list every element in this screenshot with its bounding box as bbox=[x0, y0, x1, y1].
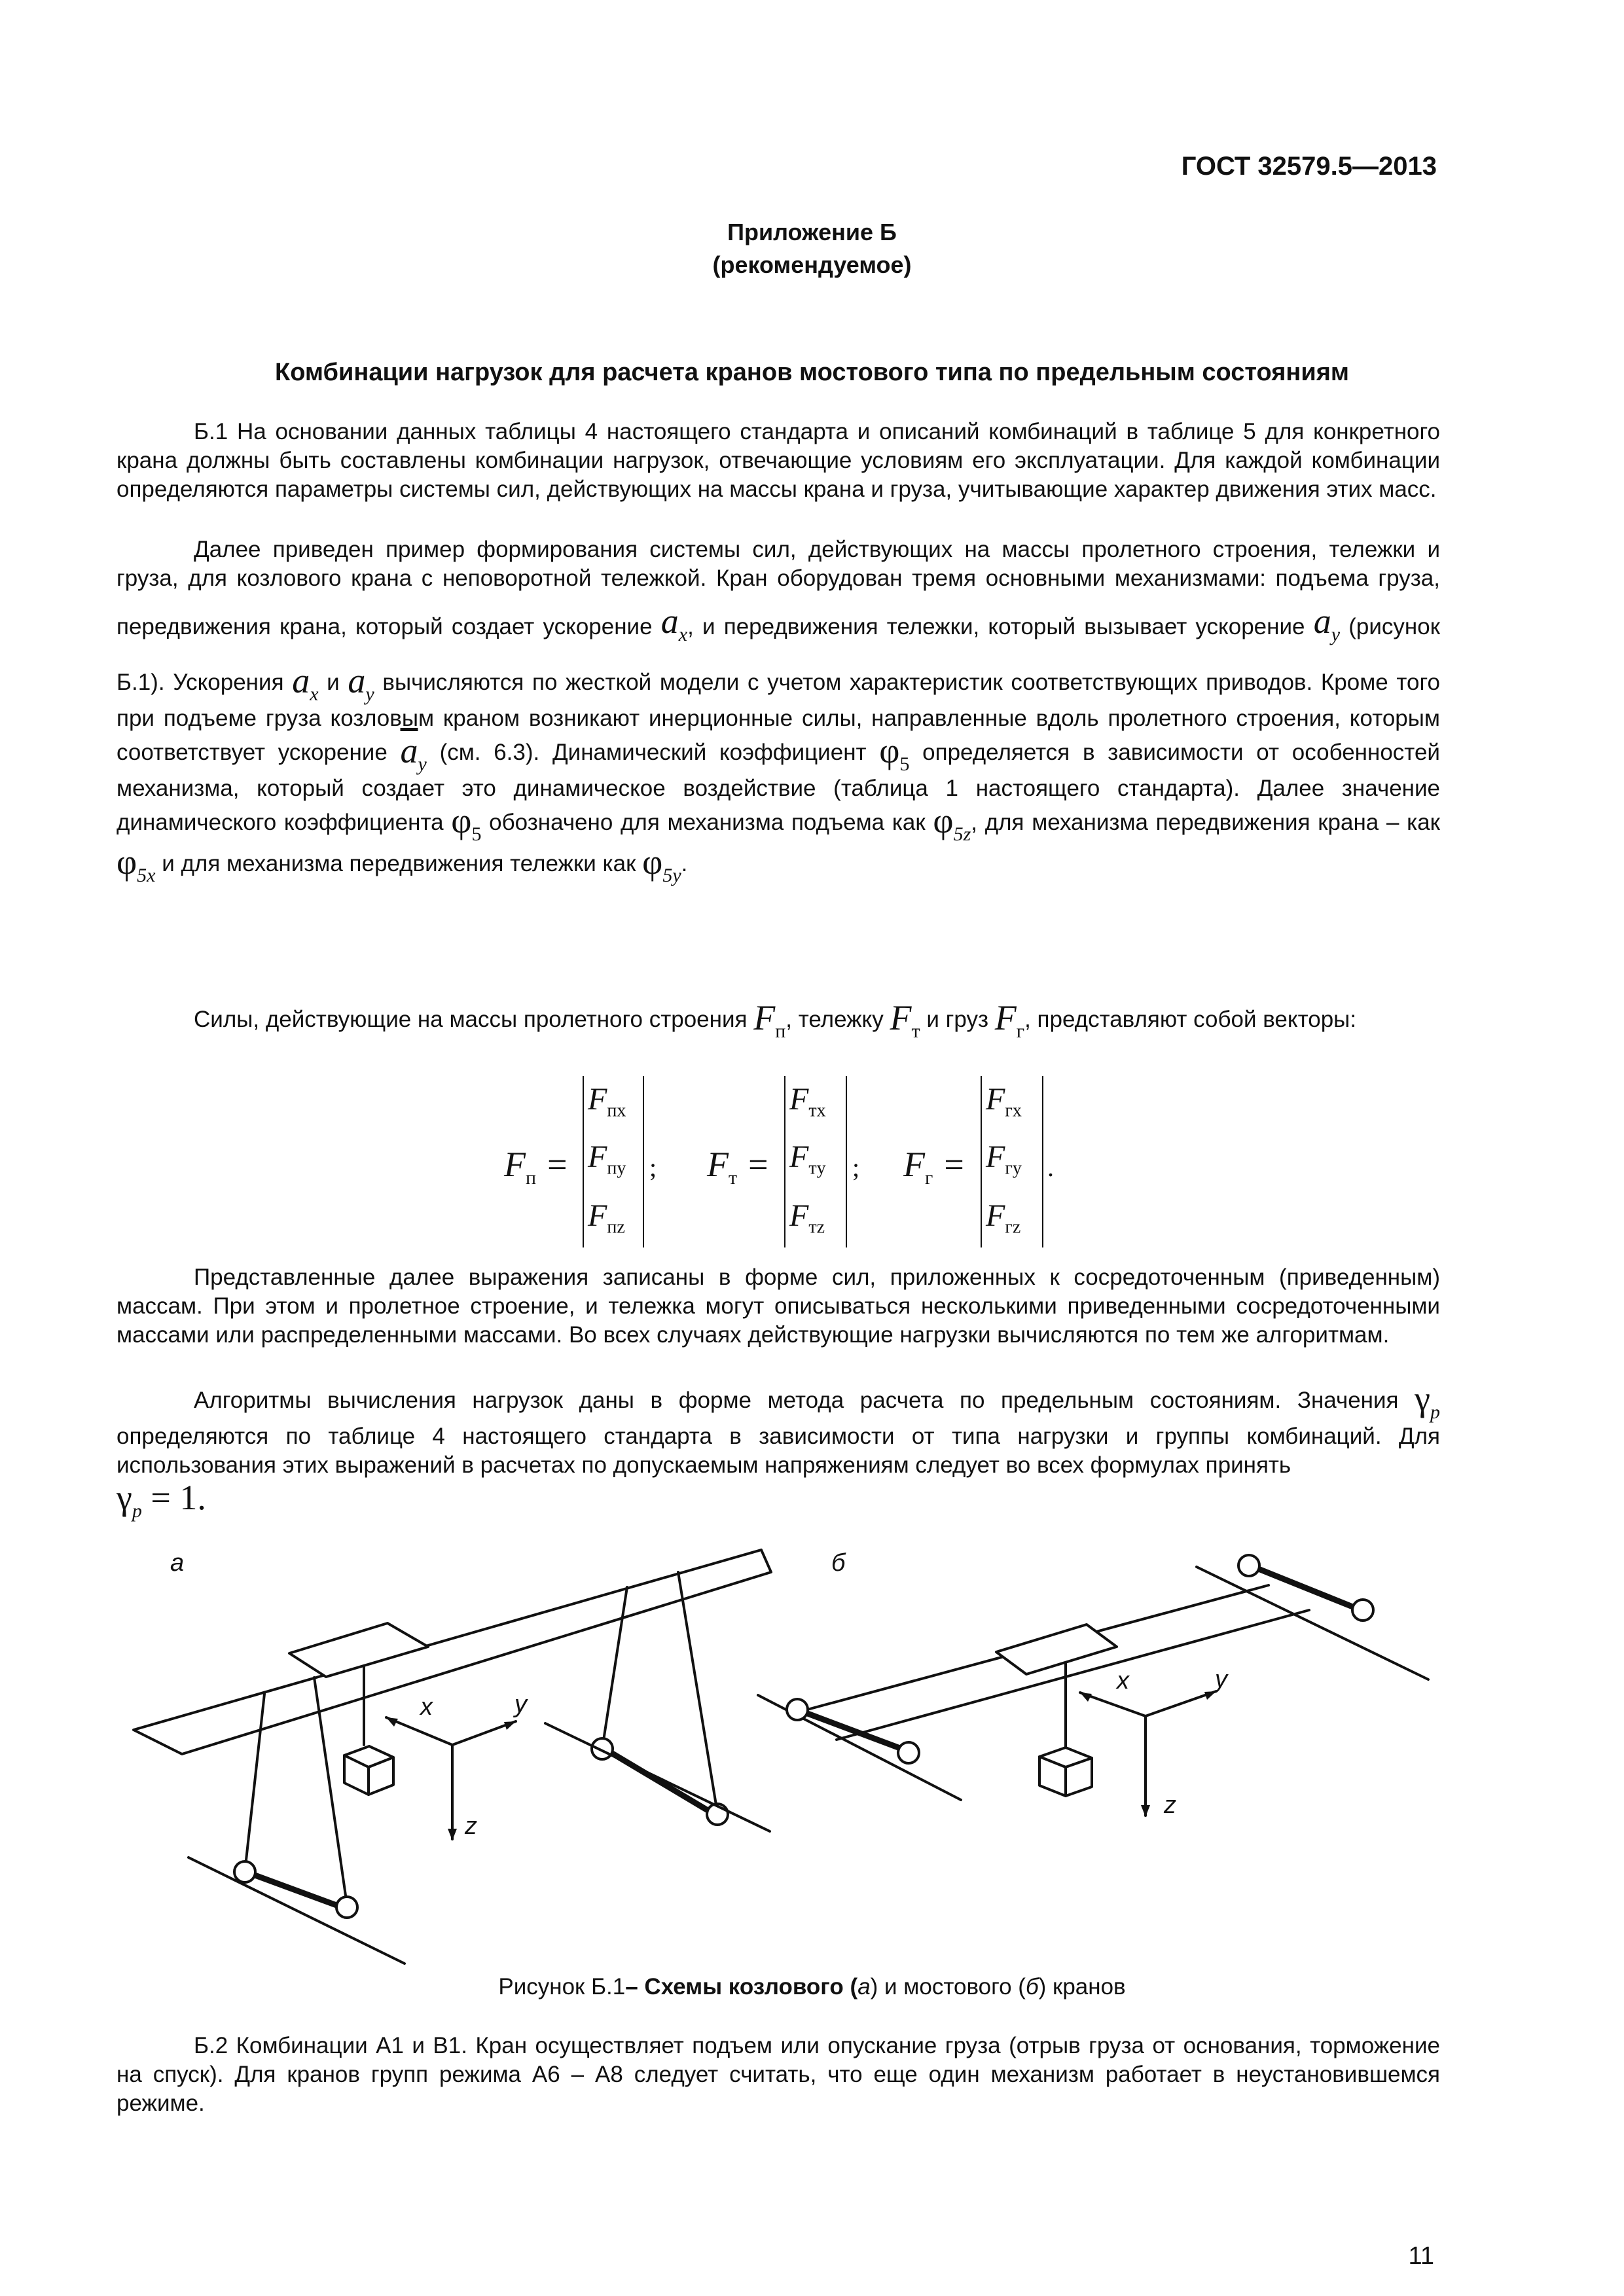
bridge-axis-x-label: x bbox=[1117, 1667, 1129, 1695]
text-run: , представляют собой векторы: bbox=[1024, 1006, 1357, 1032]
formula-gamma-p: $\gamma_p$ bbox=[1415, 1379, 1440, 1423]
document-code: ГОСТ 32579.5—2013 bbox=[1181, 152, 1437, 181]
paragraph-forces-text bbox=[117, 535, 1440, 886]
paragraph-reduced-masses bbox=[117, 1263, 1440, 1350]
formula-phi5y: $\varphi_{5y}$ bbox=[642, 842, 681, 886]
formula-Ft: $F_т$ bbox=[890, 998, 920, 1042]
paragraph-b1-text: Б.1 На основании данных таблицы 4 настоящего стандарта и описаний комбинаций в таблице 5 для конкретного крана должны быть составлены комбинации нагрузок, отвечающие условиям его эксплуатации. Для каждой комбинации определяются параметры системы сил, действующих на массы крана и груза, учитывающие характер движения этих масс. bbox=[117, 419, 1440, 502]
paragraph-vectors-text bbox=[117, 1000, 1440, 1041]
gantry-left-rail bbox=[189, 1857, 405, 1964]
paragraph-reduced-masses-text: Представленные далее выражения записаны в форме сил, приложенных к сосредоточенным (приведенным) массам. При этом и пролетное строение, и тележка могут описываться несколькими приведенными сосредоточенными массами или распределенными массами. Во всех случаях действующие нагрузки вычисляются по тем же алгоритмам. bbox=[117, 1265, 1440, 1348]
paragraph-algorithms-text bbox=[117, 1381, 1440, 1521]
formula-ax: $a_x$ bbox=[660, 601, 688, 645]
paragraph-forces-intro bbox=[117, 535, 1440, 886]
formula-ay-bar: $\overline{a}_y$ bbox=[400, 731, 427, 775]
bridge-wheel bbox=[1238, 1555, 1259, 1576]
paragraph-forces-vectors bbox=[117, 1000, 1440, 1041]
text-run: определяется в зависимости от особенностей механизма, который создает это динамическое воздействие (таблица 1 настоящего стандарта). Далее значение динамического коэффициента bbox=[117, 739, 1440, 835]
gantry-wheel bbox=[592, 1738, 613, 1759]
gantry-crane-diagram bbox=[134, 1550, 771, 1964]
formula-phi5: $\varphi_5$ bbox=[879, 731, 910, 775]
text-run: и bbox=[327, 669, 340, 695]
paragraph-b2 bbox=[117, 2032, 1440, 2118]
bridge-wheel bbox=[787, 1699, 808, 1720]
text-run: , тележку bbox=[785, 1006, 884, 1032]
bridge-load-box bbox=[1039, 1748, 1092, 1796]
gantry-axes bbox=[386, 1717, 516, 1840]
text-run: определяются по таблице 4 настоящего стандарта в зависимости от типа нагрузки и группы комбинаций. Для использования этих выражений в расчетах по допускаемым напряжениям следует во всех формулах принять bbox=[117, 1424, 1440, 1478]
text-run: . bbox=[681, 850, 688, 876]
text-run: , и передвижения тележки, который вызывает ускорение bbox=[687, 613, 1305, 639]
bridge-axis-z-label: z bbox=[1164, 1791, 1176, 1819]
section-title: Комбинации нагрузок для расчета кранов мостового типа по предельным состояниям bbox=[275, 359, 1349, 386]
gantry-right-rail bbox=[545, 1723, 770, 1831]
bridge-right-rail bbox=[1197, 1567, 1428, 1679]
annex-heading bbox=[0, 216, 1624, 281]
annex-status: (рекомендуемое) bbox=[712, 251, 912, 278]
gantry-axis-x-label: x bbox=[420, 1693, 433, 1721]
bridge-axes bbox=[1080, 1691, 1216, 1817]
formula-Fg: $F_г$ bbox=[994, 998, 1025, 1042]
bridge-wheel bbox=[898, 1742, 919, 1763]
force-vectors-formula: $F_п$ = $F_{пx}$ $F_{пy}$ $F_{пz}$ ; $F_т$ = $F_{тx}$ $F_{тy}$ $F_{тz}$ ; $F_г$ = $F_{гx}$ $F_{гy}$ $F_{гz}$ . bbox=[497, 1073, 1087, 1250]
gantry-axis-y-label: y bbox=[514, 1691, 527, 1718]
formula-Fp: $F_п$ bbox=[753, 998, 786, 1042]
paragraph-algorithms bbox=[117, 1381, 1440, 1521]
formula-ay: $a_y$ bbox=[1313, 601, 1341, 645]
gantry-wheel bbox=[234, 1861, 255, 1882]
figure-crane-schemes bbox=[117, 1525, 1439, 1970]
text-run: вычисляются по жесткой модели с учетом характеристик соответствующих приводов. Кроме того при подъеме груза козловым краном возникают инерционные силы, направленные вдоль пролетного строения, которым соответствует ускорение bbox=[117, 669, 1440, 765]
text-run: обозначено для механизма подъема как bbox=[489, 809, 926, 835]
gantry-left-sill bbox=[249, 1873, 344, 1908]
text-run: (см. 6.3). Динамический коэффициент bbox=[439, 739, 867, 765]
page-number: 11 bbox=[1408, 2242, 1434, 2270]
gantry-left-leg-rear bbox=[314, 1677, 347, 1905]
bridge-axis-y-label: y bbox=[1215, 1666, 1227, 1693]
formula-phi5z: $\varphi_{5z}$ bbox=[933, 801, 971, 845]
paragraph-b1 bbox=[117, 418, 1440, 504]
text-run: , для механизма передвижения крана – как bbox=[971, 809, 1440, 835]
gantry-right-leg-rear bbox=[678, 1572, 717, 1813]
formula-phi5-2: $\varphi_5$ bbox=[451, 801, 482, 845]
text-run: и груз bbox=[926, 1006, 989, 1032]
text-run: Алгоритмы вычисления нагрузок даны в форме метода расчета по предельным состояниям. Значения bbox=[194, 1387, 1399, 1413]
bridge-wheel bbox=[1352, 1600, 1373, 1621]
figure-label-a: а bbox=[170, 1549, 185, 1577]
gantry-axis-z-label: z bbox=[465, 1812, 477, 1840]
paragraph-b2-text: Б.2 Комбинации А1 и В1. Кран осуществляет подъем или опускание груза (отрыв груза от основания, торможение на спуск). Для кранов групп режима А6 – А8 следует считать, что еще один механизм работает в неустановившемся режиме. bbox=[117, 2033, 1440, 2116]
gantry-load-box bbox=[344, 1746, 393, 1795]
text-run: (рисунок Б.1). Ускорения bbox=[117, 613, 1441, 695]
bridge-crane-diagram bbox=[758, 1555, 1428, 1817]
formula-ay-2: $a_y$ bbox=[348, 661, 374, 705]
formula-ax-2: $a_x$ bbox=[292, 661, 319, 705]
text-run: и для механизма передвижения тележки как bbox=[162, 850, 636, 876]
text-run: Далее приведен пример формирования системы сил, действующих на массы пролетного строения, тележки и груза, для козлового крана с неповоротной тележкой. Кран оборудован тремя основными механизмами: подъема груза, передвижения крана, который создает ускорение bbox=[117, 537, 1440, 639]
figure-caption: Рисунок Б.1– Схемы козлового (а) и мостового (б) кранов bbox=[498, 1974, 1126, 2000]
gantry-girder bbox=[134, 1550, 771, 1754]
formula-gamma-p-equals-1: $\gamma_p = 1$. bbox=[117, 1478, 206, 1522]
text-run: Силы, действующие на массы пролетного строения bbox=[194, 1006, 748, 1032]
gantry-wheel bbox=[336, 1897, 357, 1918]
annex-title: Приложение Б bbox=[727, 219, 897, 245]
formula-phi5x: $\varphi_{5x}$ bbox=[117, 842, 156, 886]
figure-label-b: б bbox=[831, 1549, 846, 1577]
